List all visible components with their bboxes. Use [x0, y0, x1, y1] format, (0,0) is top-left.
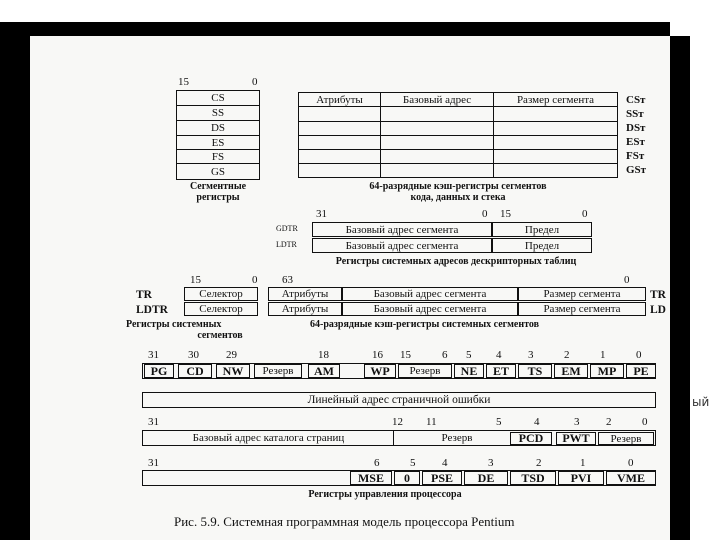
cache-label-cs: CSт	[626, 94, 646, 106]
cr4-field-pvi: PVI	[558, 471, 604, 485]
cr3-field-page-dir-base: Базовый адрес каталога страниц	[144, 431, 394, 445]
sys-bit-63: 63	[282, 274, 293, 286]
edge-text: ый	[692, 395, 710, 409]
cr0-bit: 0	[636, 349, 642, 361]
cr3-bit: 12	[392, 416, 403, 428]
figure-caption: Рис. 5.9. Системная программная модель процессора Pentium	[174, 514, 515, 529]
sys-caption-left-2: сегментов	[197, 330, 243, 341]
cache-header-base: Базовый адрес	[381, 93, 494, 107]
ldtr-selector: Селектор	[184, 302, 258, 316]
cr3-field-pcd: PCD	[510, 432, 552, 445]
desc-caption: Регистры системных адресов дескрипторных таблиц	[335, 256, 577, 267]
cache-label-fs: FSт	[626, 150, 645, 162]
scan-border-top	[30, 22, 670, 36]
seg-reg-cs: CS	[177, 91, 259, 106]
tr-selector: Селектор	[184, 287, 258, 301]
cr3-bit: 0	[642, 416, 648, 428]
cr0-field-wp: WP	[364, 364, 396, 378]
cr4-field-pse: PSE	[422, 471, 462, 485]
cr0-bit: 31	[148, 349, 159, 361]
ldtr-label: LDTR	[276, 240, 297, 249]
cr0-field-ne: NE	[454, 364, 484, 378]
tr-base: Базовый адрес сегмента	[342, 287, 518, 301]
cr3-bit: 31	[148, 416, 159, 428]
cache-registers-table	[298, 92, 618, 178]
cr0-bit: 3	[528, 349, 534, 361]
cr4-field-vme: VME	[606, 471, 656, 485]
gdtr-bit-0b: 0	[582, 208, 588, 220]
segment-registers-box	[176, 90, 260, 180]
cr0-field-mp: MP	[590, 364, 624, 378]
cache-label-gs: GSт	[626, 164, 647, 176]
scanned-page	[30, 36, 670, 540]
tr-attrs: Атрибуты	[268, 287, 342, 301]
cr3-bit: 4	[534, 416, 540, 428]
cr0-bit: 18	[318, 349, 329, 361]
ldtr-sys-label: LDTR	[136, 304, 168, 316]
cr0-field-em: EM	[554, 364, 588, 378]
cr0-field-ts: TS	[518, 364, 552, 378]
cr3-field-pwt: PWT	[556, 432, 596, 445]
cr4-field-mse: MSE	[350, 471, 392, 485]
cr0-field-nw: NW	[216, 364, 250, 378]
cr0-field-am: AM	[308, 364, 340, 378]
cache-label-ds: DSт	[626, 122, 646, 134]
cache-col-base	[381, 107, 494, 177]
cache-row-line	[299, 149, 617, 150]
cache-caption-2: кода, данных и стека	[410, 192, 506, 203]
cr4-bit: 1	[580, 457, 586, 469]
cr4-field-tsd: TSD	[510, 471, 556, 485]
sys-bit-0b: 0	[624, 274, 630, 286]
gdtr-limit-cell: Предел	[492, 222, 592, 237]
ldtr-size: Размер сегмента	[518, 302, 646, 316]
scan-border-left	[0, 22, 30, 540]
cr0-bit: 2	[564, 349, 570, 361]
seg-bit-0: 0	[252, 76, 258, 88]
cache-caption-1: 64-разрядные кэш-регистры сегментов	[369, 181, 547, 192]
cr0-bit: 15	[400, 349, 411, 361]
seg-reg-ds: DS	[177, 121, 259, 136]
cache-row-line	[299, 135, 617, 136]
seg-reg-gs: GS	[210, 165, 226, 178]
seg-bit-15: 15	[178, 76, 189, 88]
gdtr-bit-15: 15	[500, 208, 511, 220]
ldtr-right-label: LD	[650, 304, 666, 316]
ldtr-base: Базовый адрес сегмента	[342, 302, 518, 316]
gdtr-bit-31: 31	[316, 208, 327, 220]
seg-caption-2: регистры	[196, 192, 240, 203]
cr0-field-reserved: Резерв	[254, 364, 302, 378]
cr0-bit: 29	[226, 349, 237, 361]
cr0-field-et: ET	[486, 364, 516, 378]
gdtr-label: GDTR	[276, 224, 298, 233]
tr-label: TR	[136, 289, 152, 301]
cr3-field-reserved: Резерв	[598, 432, 654, 445]
cr0-bit: 16	[372, 349, 383, 361]
cr0-field-pe: PE	[626, 364, 656, 378]
cr3-bit: 11	[426, 416, 437, 428]
cr0-field-pg: PG	[144, 364, 174, 378]
cr4-bit: 3	[488, 457, 494, 469]
cr4-field-de: DE	[464, 471, 508, 485]
cr4-bit: 0	[628, 457, 634, 469]
sys-bit-0: 0	[252, 274, 258, 286]
cr0-bit: 4	[496, 349, 502, 361]
top-margin	[0, 0, 720, 22]
cr0-field-cd: CD	[178, 364, 212, 378]
cache-header-attrs: Атрибуты	[299, 93, 381, 107]
cache-label-es: ESт	[626, 136, 645, 148]
gdtr-base-cell: Базовый адрес сегмента	[312, 222, 492, 237]
sys-caption-right: 64-разрядные кэш-регистры системных сегментов	[310, 319, 540, 330]
cache-label-ss: SSт	[626, 108, 644, 120]
ldtr-limit-cell: Предел	[492, 238, 592, 253]
cr4-bit: 31	[148, 457, 159, 469]
seg-caption-1: Сегментные	[189, 181, 247, 192]
ldtr-base-cell: Базовый адрес сегмента	[312, 238, 492, 253]
cr4-bit: 4	[442, 457, 448, 469]
seg-reg-fs: FS	[177, 150, 259, 164]
scan-border-right	[668, 36, 690, 540]
cr3-bit: 5	[496, 416, 502, 428]
cr0-bit: 6	[442, 349, 448, 361]
cr4-bit: 6	[374, 457, 380, 469]
cr4-bit: 2	[536, 457, 542, 469]
cr0-field-reserved: Резерв	[398, 364, 452, 378]
cr3-bit: 2	[606, 416, 612, 428]
cr4-bit: 5	[410, 457, 416, 469]
tr-size: Размер сегмента	[518, 287, 646, 301]
cr3-field-reserved: Резерв	[441, 432, 473, 444]
cache-row-line	[299, 163, 617, 164]
cr0-bit: 1	[600, 349, 606, 361]
gdtr-bit-0: 0	[482, 208, 488, 220]
cr4-field-zero: 0	[394, 471, 420, 485]
cr0-bit: 5	[466, 349, 472, 361]
seg-reg-es: ES	[177, 136, 259, 150]
cr3-bit: 3	[574, 416, 580, 428]
cache-row-line	[299, 121, 617, 122]
seg-reg-ss: SS	[177, 106, 259, 121]
tr-right-label: TR	[650, 289, 666, 301]
cr2-register: Линейный адрес страничной ошибки	[142, 392, 656, 408]
cache-col-attrs	[299, 107, 381, 177]
control-regs-caption: Регистры управления процессора	[308, 489, 462, 500]
cr0-bit: 30	[188, 349, 199, 361]
cache-header-size: Размер сегмента	[494, 93, 617, 107]
ldtr-attrs: Атрибуты	[268, 302, 342, 316]
sys-bit-15: 15	[190, 274, 201, 286]
sys-caption-left-1: Регистры системных	[126, 319, 222, 330]
